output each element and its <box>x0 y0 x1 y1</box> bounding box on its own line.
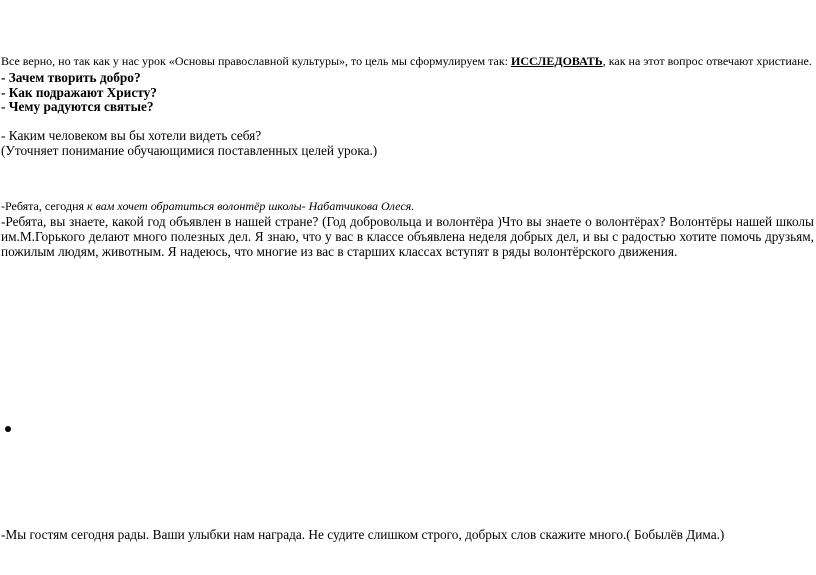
volunteer-intro-text: -Ребята, сегодня <box>1 199 88 213</box>
volunteer-speech-line-3: пожилым людям, животным. Я надеюсь, что многие из вас в старших классах вступят в ряды волонтёрского движения. <box>1 244 678 259</box>
volunteer-intro <box>1 200 414 212</box>
goal-line <box>1 55 812 67</box>
clarify-note: (Уточняет понимание обучающимися поставленных целей урока.) <box>1 143 378 158</box>
volunteer-speech-line-1: -Ребята, вы знаете, какой год объявлен в нашей стране? (Год добровольца и волонтёра )Что вы знаете о волонтёрах? Волонтёры нашей школы <box>1 214 814 229</box>
guests-line: -Мы гостям сегодня рады. Ваши улыбки нам награда. Не судите слишком строго, добрых слов скажите много.( Бобылёв Дима.) <box>1 527 725 542</box>
volunteer-intro-italic: к вам хочет обратиться волонтёр школы- Набатчикова Олеся. <box>87 199 415 213</box>
question-1: - Зачем творить добро? <box>1 70 141 85</box>
question-2: - Как подражают Христу? <box>1 85 157 100</box>
goal-text-after: , как на этот вопрос отвечают христиане. <box>602 54 812 68</box>
bullet-dot-icon <box>5 426 11 432</box>
goal-text-before: Все верно, но так как у нас урок «Основы православной культуры», то цель мы сформулируем так: <box>1 54 512 68</box>
question-3: - Чему радуются святые? <box>1 99 154 114</box>
volunteer-speech-line-2: им.М.Горького делают много полезных дел. Я знаю, что у вас в классе объявлена неделя добрых дел, и вы с радостью хотите помочь друзьям, <box>1 229 814 244</box>
question-person: - Каким человеком вы бы хотели видеть себя? <box>1 128 262 143</box>
goal-keyword: ИССЛЕДОВАТЬ <box>511 54 603 68</box>
